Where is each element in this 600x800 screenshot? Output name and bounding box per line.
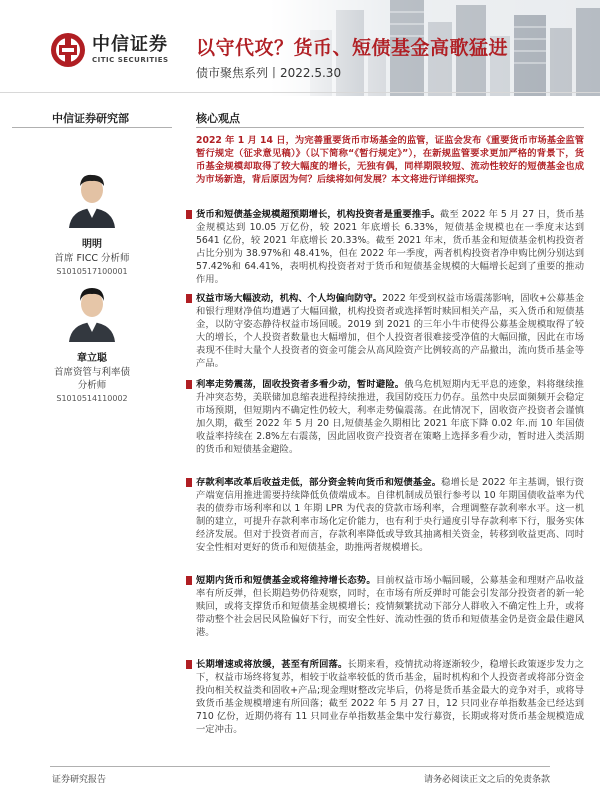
bullet-marker <box>186 294 192 303</box>
key-point <box>196 208 584 286</box>
key-point-lead: 货币和短债基金规模超预期增长，机构投资者是重要推手。 <box>196 209 440 220</box>
bullet-marker <box>186 380 192 389</box>
key-point-lead: 存款利率改革后收益走低，部分资金转向货币和短债基金。 <box>196 477 442 488</box>
key-point <box>196 476 584 554</box>
key-point-text: 长期来看，疫情扰动将逐渐较少，稳增长政策逐步发力之下，权益市场终将复苏，相较于收益率较低的货币基金，届时机构和个人投资者或将部分资金投向相关权益类和固收+产品;现金理财整改完毕后，仍将是货币基金最大的竞争对手，或将导致货币基金规模增速有所回落；截至 2022 年 5 月 27 日，12 只同业存单指数基金已经达到 710 亿份，近期仍将有 11 只同业存单指数基金集中发行募资，长期或将对货币基金规模造成一定冲击。 <box>196 659 584 735</box>
key-point-lead: 权益市场大幅波动，机构、个人均偏向防守。 <box>196 293 383 304</box>
analyst-license-id: S1010514110002 <box>56 394 128 403</box>
section-divider <box>196 127 584 128</box>
analyst-role: 首席 FICC 分析师 <box>54 253 130 264</box>
footer-divider <box>50 766 550 767</box>
bullet-marker <box>186 210 192 219</box>
key-point-text: 截至 2022 年 5 月 27 日，货币基金规模达到 10.05 万亿份，较 2021 年底增长 6.33%，短债基金规模也在一季度末达到 5641 亿份，较 2021 年底增长 20.33%。截至 2021 年末，货币基金和短债基金机构投资者占比分别为 38.97%和 48.41%，但在 2022 年一季度，两者机构投资者净申购比例分别达到 57.42%和 64.41%，表明机构投资者对于货币和短债基金规模的大幅增长起到了重要的推动作用。 <box>196 209 584 285</box>
key-point-text: 稳增长是 2022 年主基调，银行资产端宽信用推进需要持续降低负债端成本。自律机制成员银行参考以 10 年期国债收益率为代表的债券市场利率和以 1 年期 LPR 为代表的贷款市场利率，合理调整存款利率水平。这一机制的建立，可提升存款利率市场化定价能力，也有利于央行通度引导存款利率下行，服务实体经济发展。但对于投资者而言，存款利率降低或导致其抽离相关资金，转移到收益更高、同时安全性相对更好的货币和短债基金，助推两者规模增长。 <box>196 477 584 553</box>
footer-report-type: 证券研究报告 <box>52 775 107 785</box>
key-point <box>196 378 584 456</box>
logo-en: CITIC SECURITIES <box>92 56 169 64</box>
institute-name: 中信证券研究部 <box>52 112 129 125</box>
key-point-text: 俄乌危机短期内无平息的迹象，料将继续推升冲突态势，美联储加息缩表进程持续推进，我国防疫压力仍存。虽然中央层面频频开会稳定市场预期，但短期内不确定性仍较大，利率走势偏震荡。在此情况下，固收资产投资者会谨慎加久期，截至 2022 年 5 月 20 日,短债基金久期相比 2021 年底下降 0.02 年.而 10 年国债收益率持续在 2.8%左右震荡，因此固收资产投资者在策略上选择多看少动，暂时进入类活期的货币和短债基金避险。 <box>196 379 584 455</box>
logo-cn: 中信证券 <box>92 34 168 55</box>
analyst-license-id: S1010517100001 <box>56 267 128 276</box>
key-point-text: 2022 年受到权益市场震荡影响，固收+公募基金和银行理财净值均遭遇了大幅回撤，机构投资者或选择暂时赎回相关产品，买入货币和短债基金，以防守姿态静待权益市场回暖。2019 到 2021 的三年小牛市使得公募基金规模取得了较大的增长，个人投资者数量也大幅增加，但个人投资者很难接受净值的大幅回撤，因此在市场表现不佳时大量个人投资者的资金可能会从高风险资产比例较高的产品撤出，流向货币基金等产品。 <box>196 293 584 369</box>
citic-logo <box>50 32 169 68</box>
analyst-photo-icon <box>63 280 121 342</box>
key-point-lead: 利率走势震荡，固收投资者多看少动，暂时避险。 <box>196 379 405 390</box>
report-title: 以守代攻？货币、短债基金高歌猛进 <box>196 37 509 59</box>
key-point <box>196 292 584 370</box>
institute-divider <box>12 127 172 128</box>
header-divider <box>0 92 600 93</box>
citic-logo-icon <box>50 32 86 68</box>
key-point <box>196 658 584 736</box>
analyst-card <box>12 166 172 278</box>
key-point <box>196 574 584 639</box>
analyst-role-line2: 分析师 <box>77 380 107 391</box>
analyst-sidebar <box>0 96 180 756</box>
intro-summary: 2022 年 1 月 14 日，为完善重要货币市场基金的监管，证监会发布《重要货币市场基金监管暂行规定（征求意见稿）》（以下简称“《暂行规定》”），在新规监管要求更加严格的背景下，货币基金规模却取得了较大幅度的增长，无独有偶，同样期限较短、流动性较好的短债基金也成为市场新造，背后原因为何？后续将如何发展？本文将进行详细探究。 <box>196 135 584 185</box>
report-header <box>0 0 600 96</box>
key-point-lead: 长期增速或将放缓，甚至有所回落。 <box>196 659 348 670</box>
analyst-name: 章立聪 <box>77 353 107 364</box>
bullet-marker <box>186 576 192 585</box>
bullet-marker <box>186 478 192 487</box>
analyst-card <box>12 280 172 405</box>
analyst-photo-icon <box>63 166 121 228</box>
footer-disclaimer: 请务必阅读正文之后的免责条款 <box>423 775 550 785</box>
report-series-date: 债市聚焦系列丨2022.5.30 <box>196 66 342 80</box>
analyst-name: 明明 <box>82 239 102 250</box>
key-point-lead: 短期内货币和短债基金或将维持增长态势。 <box>196 575 376 586</box>
bullet-marker <box>186 660 192 669</box>
analyst-role: 首席资管与利率债 <box>53 367 130 378</box>
key-point-text: 目前权益市场小幅回暖，公募基金和理财产品收益率有所反弹，但长期趋势仍待观察，同时，在市场有所反弹时可能会引发部分投资者的新一轮赎回，或将支撑货币和短债基金规模增长；疫情频繁扰动下部分人群收入不确定性上升，或将带动整个社会居民风险偏好下行，而安全性好、流动性强的货币和短债基金仍是资金最佳避风港。 <box>196 575 584 638</box>
section-title: 核心观点 <box>196 112 240 125</box>
